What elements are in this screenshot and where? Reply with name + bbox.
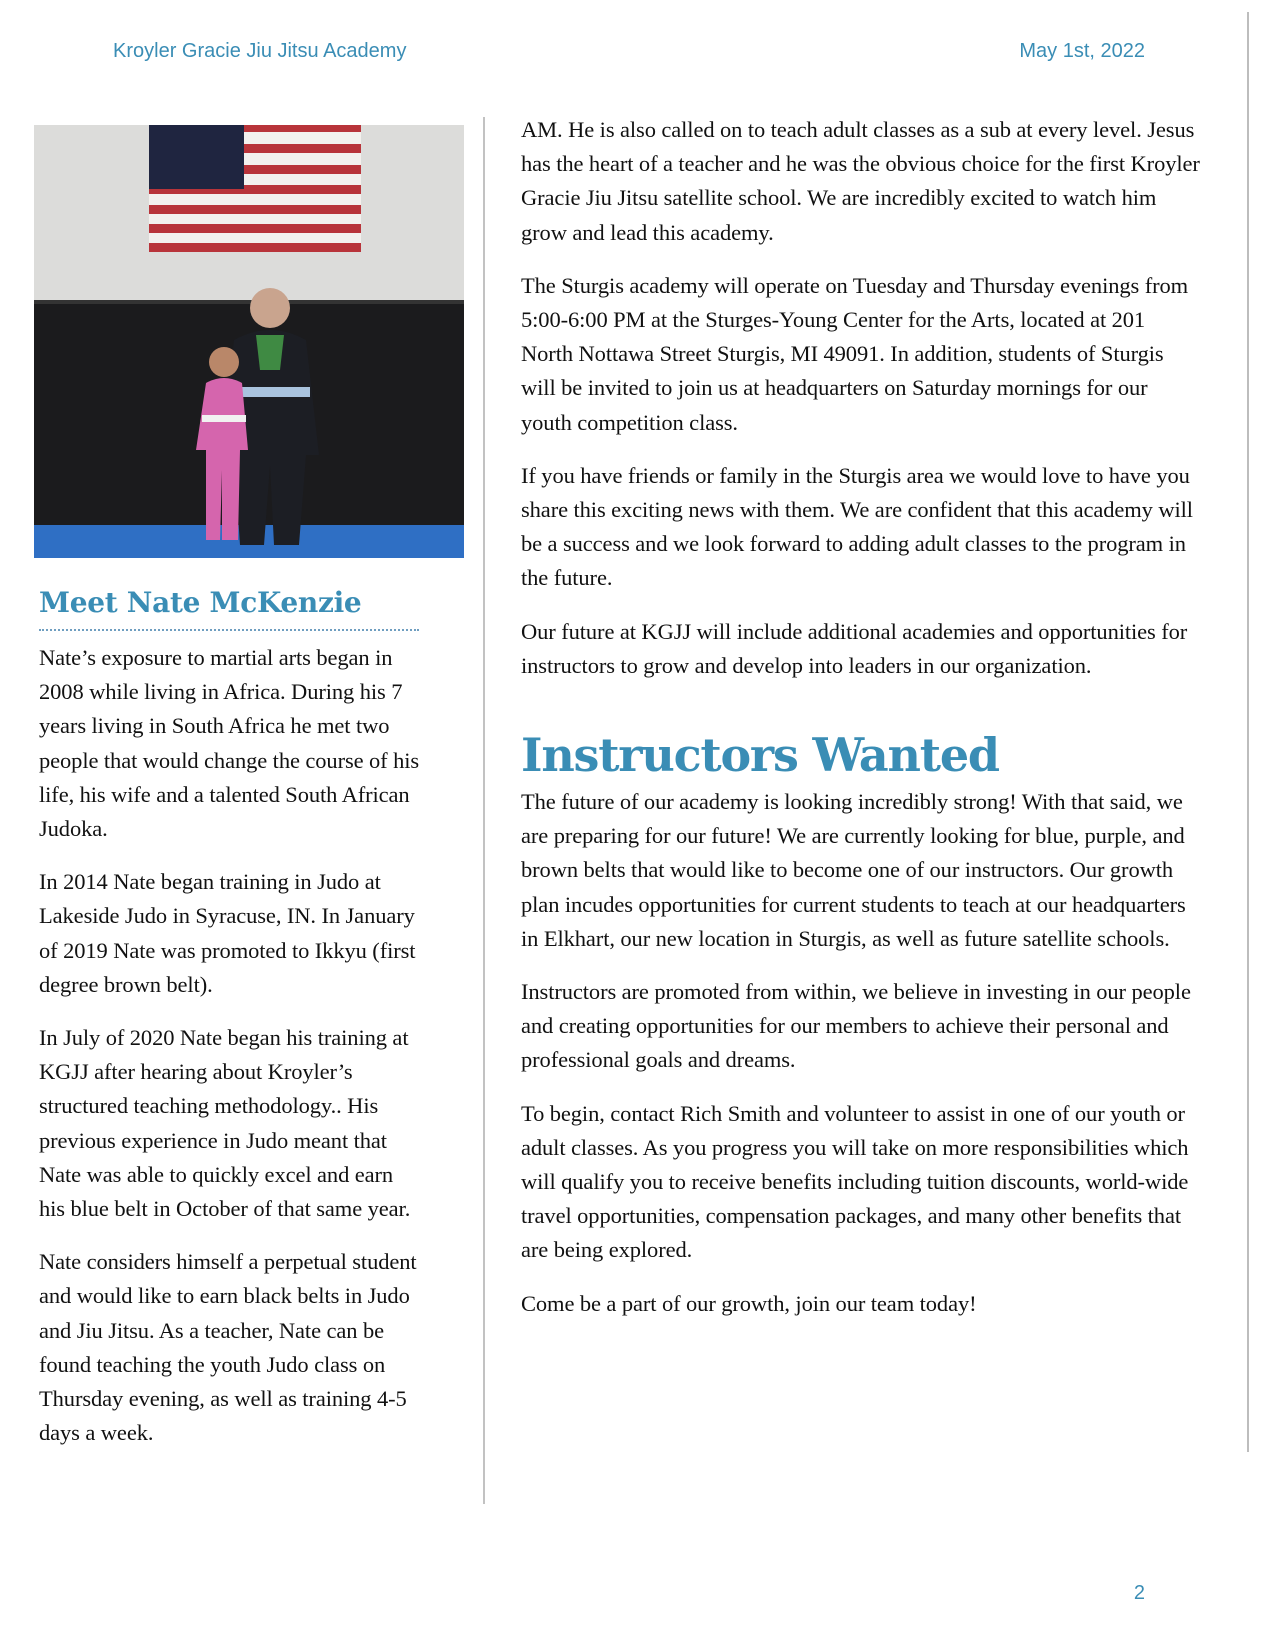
paragraph: AM. He is also called on to teach adult classes as a sub at every level. Jesus has the heart of a teacher and he was the obvious choice for the first Kroyler Gracie Jiu Jitsu satellite school. We are incredibly excited to watch him grow and lead this academy. bbox=[521, 117, 1200, 245]
paragraph: Nate’s exposure to martial arts began in 2008 while living in Africa. During his 7 years living in South Africa he met two people that would change the course of his life, his wife and a talented South African Judoka. bbox=[39, 645, 420, 842]
paragraph: Instructors are promoted from within, we believe in investing in our people and creating opportunities for our members to achieve their personal and professional goals and dreams. bbox=[521, 979, 1191, 1073]
paragraph: The future of our academy is looking incredibly strong! With that said, we are preparing for our future! We are currently looking for blue, purple, and brown belts that would like to become one of our instructors. Our growth plan incudes opportunities for current students to teach at our headquarters in Elkhart, our new location in Sturgis, as well as future satellite schools. bbox=[521, 789, 1186, 951]
left-column bbox=[39, 585, 424, 1469]
page-edge-line bbox=[1247, 12, 1249, 1452]
paragraph: Come be a part of our growth, join our team today! bbox=[521, 1290, 977, 1316]
header-org-name: Kroyler Gracie Jiu Jitsu Academy bbox=[113, 40, 407, 62]
paragraph: In July of 2020 Nate began his training at KGJJ after hearing about Kroyler’s structured teaching methodology.. His previous experience in Judo meant that Nate was able to quickly excel and earn his blue belt in October of that same year. bbox=[39, 1025, 411, 1222]
instructor-photo bbox=[34, 125, 464, 558]
paragraph: If you have friends or family in the Sturgis area we would love to have you share this exciting news with them. We are confident that this academy will be a success and we look forward to adding adult classes to the program in the future. bbox=[521, 462, 1193, 591]
page-number: 2 bbox=[1133, 1582, 1145, 1604]
dotted-divider bbox=[39, 629, 419, 631]
section-title-meet-nate: Meet Nate McKenzie bbox=[39, 586, 362, 619]
column-divider bbox=[483, 117, 485, 1504]
right-column bbox=[521, 113, 1201, 1340]
header-date: May 1st, 2022 bbox=[1019, 40, 1145, 62]
paragraph: To begin, contact Rich Smith and volunteer to assist in one of our youth or adult classes. As you progress you will take on more responsibilities which will qualify you to receive benefits including tuition discounts, world-wide travel opportunities, compensation packages, and many other benefits that are being explored. bbox=[521, 1100, 1189, 1263]
paragraph: In 2014 Nate began training in Judo at Lakeside Judo in Syracuse, IN. In January of 2019 Nate was promoted to Ikkyu (first degree brown belt). bbox=[39, 869, 416, 997]
paragraph: The Sturgis academy will operate on Tuesday and Thursday evenings from 5:00-6:00 PM at the Sturges-Young Center for the Arts, located at 201 North Nottawa Street Sturgis, MI 49091. In addition, students of Sturgis will be invited to join us at headquarters on Saturday mornings for our youth competition class. bbox=[521, 272, 1189, 435]
paragraph: Nate considers himself a perpetual student and would like to earn black belts in Judo and Jiu Jitsu. As a teacher, Nate can be found teaching the youth Judo class on Thursday evening, as well as training 4-5 days a week. bbox=[39, 1249, 417, 1446]
section-title-instructors-wanted: Instructors Wanted bbox=[521, 728, 999, 783]
paragraph: Our future at KGJJ will include additional academies and opportunities for instructors to grow and develop into leaders in our organization. bbox=[521, 618, 1188, 678]
photo-image-icon bbox=[34, 125, 464, 558]
